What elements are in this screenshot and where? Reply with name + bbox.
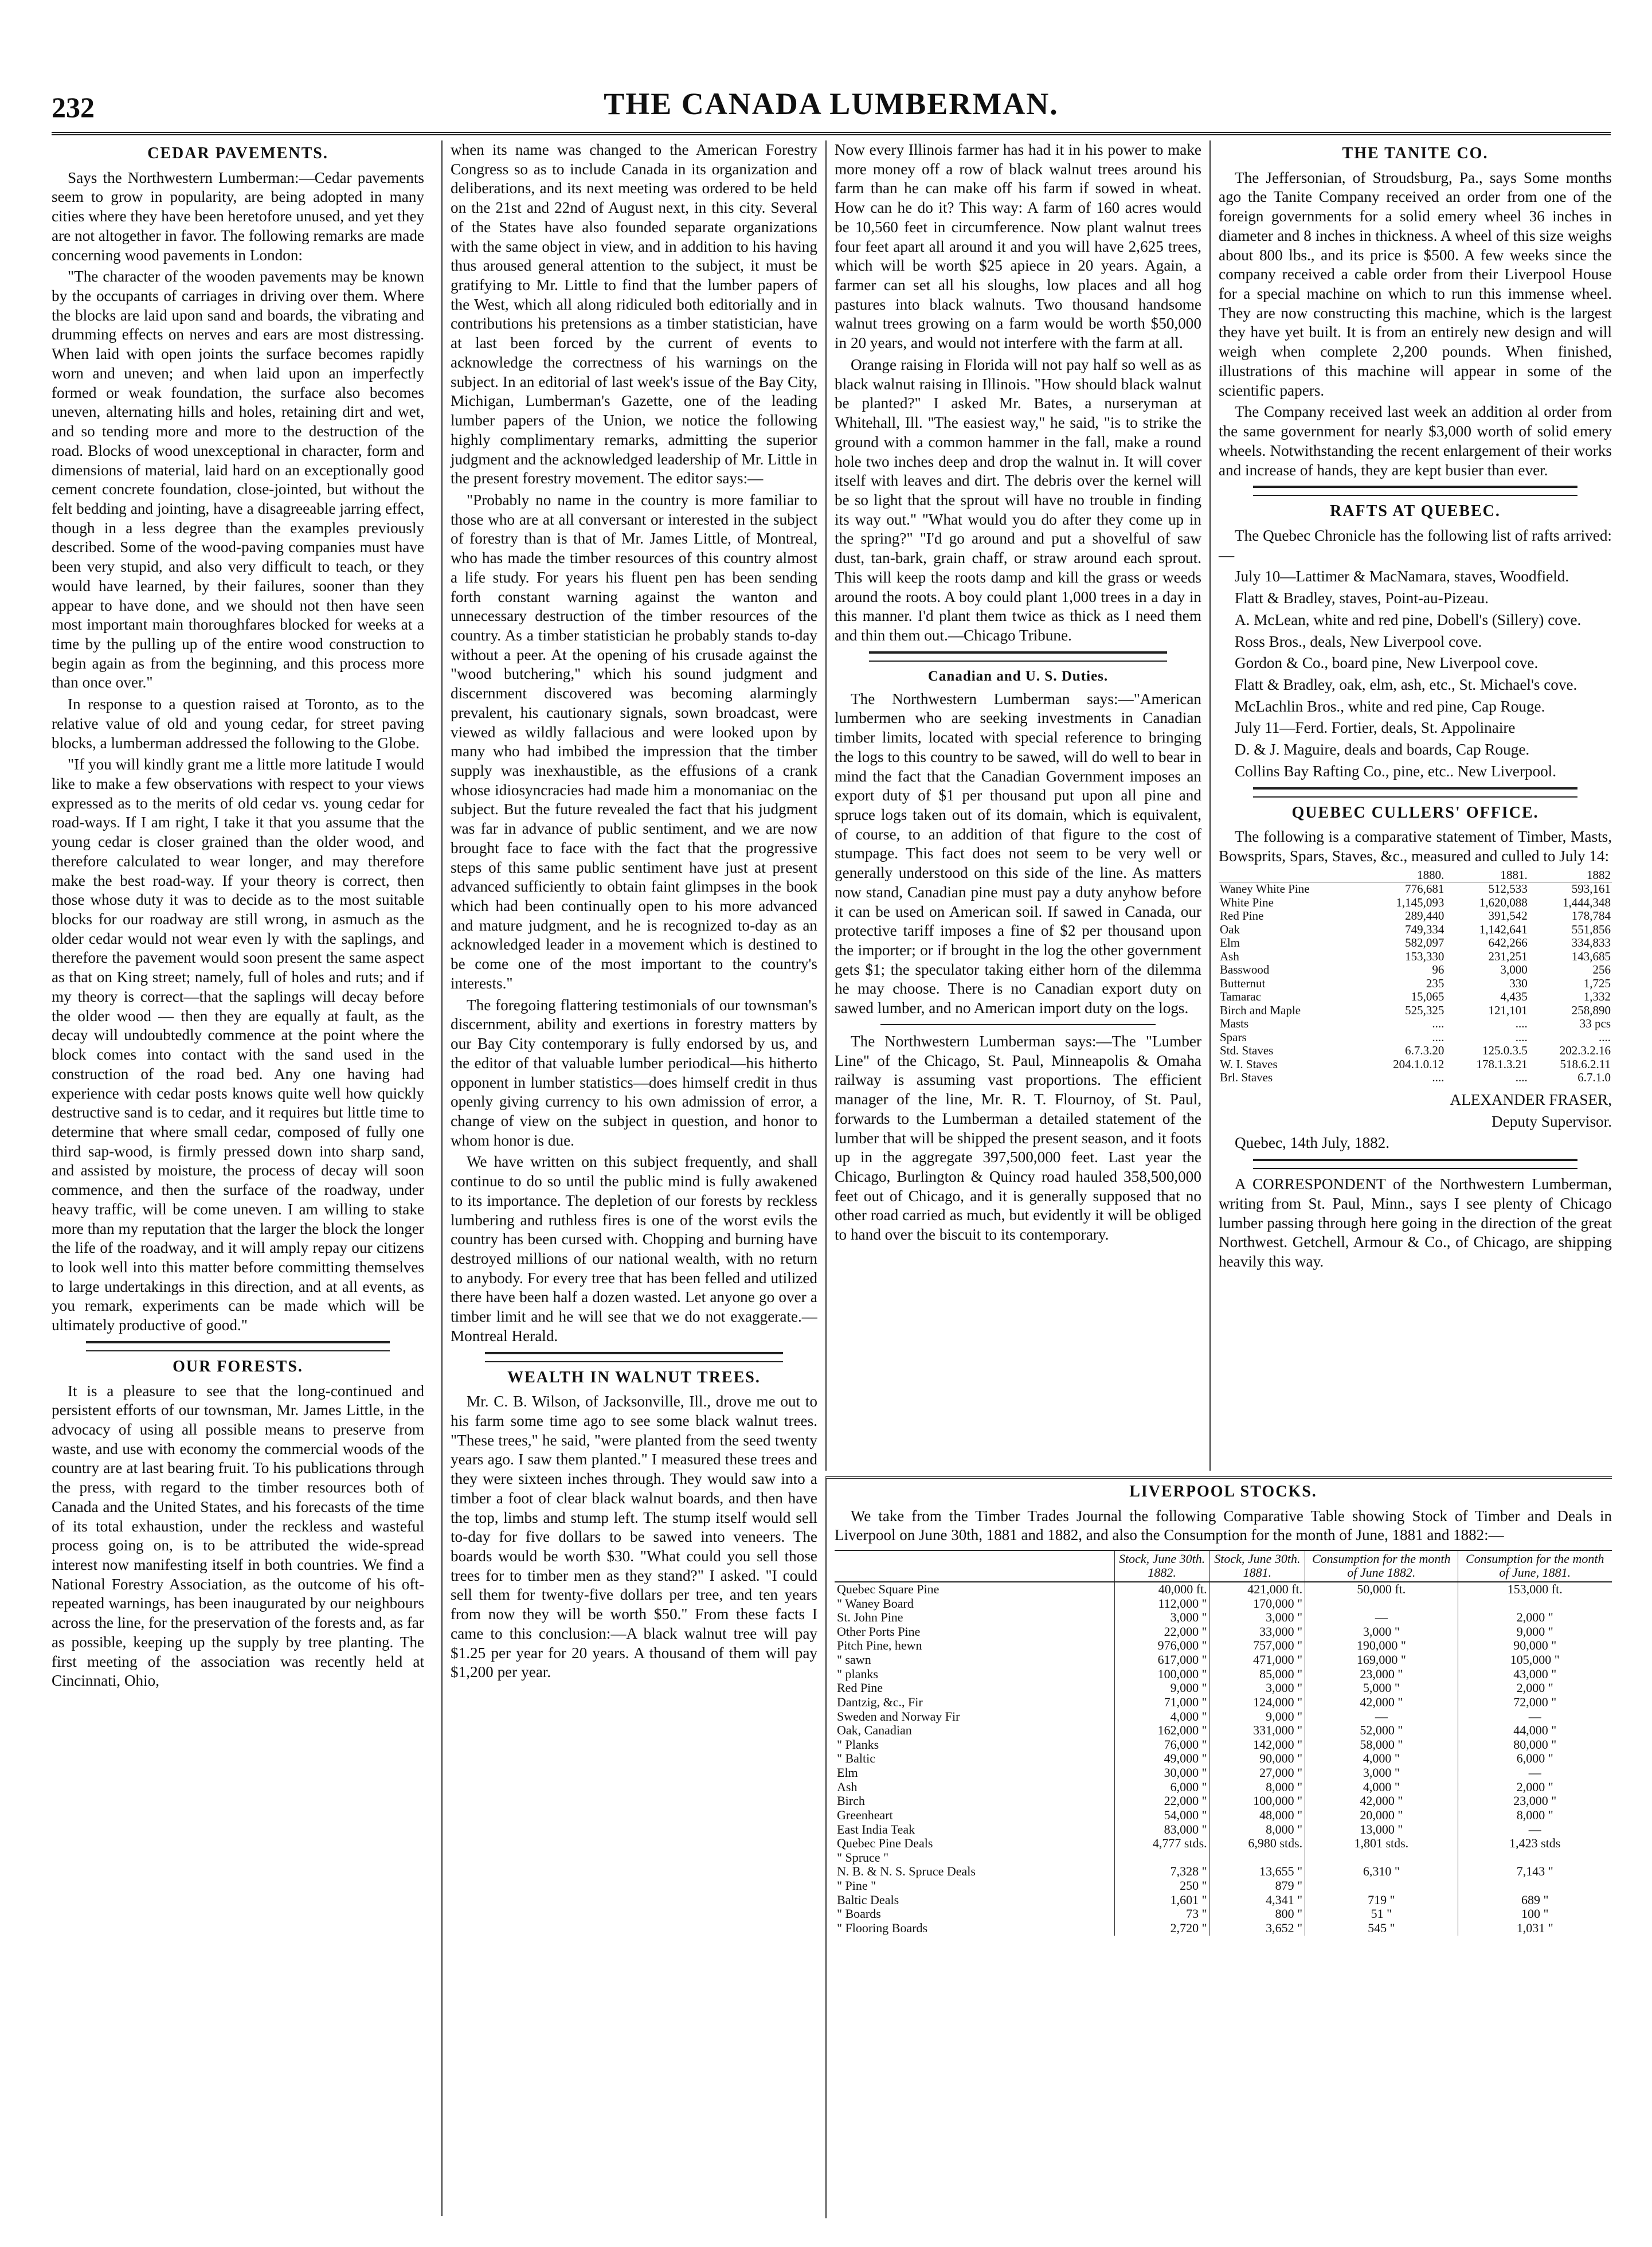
- row-label: " Baltic: [837, 1751, 876, 1766]
- cell-value: 54,000 ": [1114, 1808, 1209, 1823]
- cell-value: 6,980 stds.: [1209, 1836, 1305, 1851]
- cell-value: 2,000 ": [1458, 1681, 1612, 1695]
- page-title: THE CANADA LUMBERMAN.: [604, 87, 1059, 121]
- forests-para: We have written on this subject frequently, and shall continue to do so until the public mind is fully awakened to its importance. The depletion of our forests by reckless lumbering and ruthless fires is one of the worst evils the country has been cursed with. Chopping and burning have destroyed millions of our national wealth, with no return to anybody. For every tree that has been felled and utilized there have been half a dozen wasted. Let anyone go over a timber limit and he will see that we do not exaggerate.—Montreal Herald.: [451, 1153, 817, 1345]
- cell-value: 8,000 ": [1209, 1780, 1305, 1795]
- cell-value: —: [1305, 1710, 1458, 1724]
- section-divider: [1253, 486, 1577, 496]
- cell-value: 4,000 ": [1305, 1752, 1458, 1766]
- raft-entry: Flatt & Bradley, oak, elm, ash, etc., St. Michael's cove.: [1235, 675, 1577, 693]
- cell-value: 125.0.3.5: [1482, 1044, 1528, 1058]
- cell-value: ....: [1599, 1030, 1611, 1044]
- cell-value: 719 ": [1305, 1893, 1458, 1908]
- table-row: [835, 1879, 1612, 1893]
- cell-value: 202.3.2.16: [1559, 1044, 1611, 1058]
- walnut-para: Mr. C. B. Wilson, of Jacksonville, Ill., drove me out to his farm some time ago to see some black walnut trees. "These trees," he said, "were planted from the seed twenty years ago. I saw them planted." I measured these trees and they were sixteen inches through. They would saw into a timber a foot of clear black walnut boards, and then have the top, limbs and stump left. The stump itself would sell to-day for five dollars to be sawed into veneers. The boards would be worth $30. "What could you sell those trees for to timber men as they stand?" I asked. "I could sell them for twenty-five dollars per tree, and ten years from now they will be worth $50." From these facts I came to this conclusion:—A black walnut tree will pay $1.25 per year for 20 years. A thousand of them will pay $1,200 per year.: [451, 1393, 817, 1681]
- cell-value: 13,000 ": [1305, 1823, 1458, 1837]
- row-label: Birch: [837, 1793, 865, 1808]
- column-3: [825, 140, 1201, 1471]
- row-label: White Pine: [1220, 895, 1274, 909]
- cell-value: 1,444,348: [1563, 895, 1611, 909]
- cell-value: 190,000 ": [1305, 1639, 1458, 1653]
- cell-value: 749,334: [1405, 922, 1444, 936]
- rafts-intro: The Quebec Chronicle has the following list of rafts arrived:—: [1219, 526, 1612, 564]
- cell-value: 518.6.2.11: [1560, 1057, 1611, 1071]
- cell-value: 525,325: [1405, 1003, 1444, 1017]
- cell-value: 204.1.0.12: [1393, 1057, 1444, 1071]
- cell-value: 642,266: [1488, 936, 1528, 950]
- cell-value: 6,000 ": [1458, 1752, 1612, 1766]
- row-label: N. B. & N. S. Spruce Deals: [837, 1864, 976, 1879]
- tanite-title: THE TANITE CO.: [1342, 144, 1489, 162]
- cell-value: 85,000 ": [1209, 1667, 1305, 1682]
- row-label: " Planks: [837, 1737, 879, 1752]
- cell-value: 256: [1592, 963, 1611, 977]
- row-label: Spars: [1220, 1030, 1247, 1044]
- cell-value: 391,542: [1488, 909, 1528, 923]
- cell-value: 4,341 ": [1209, 1893, 1305, 1908]
- liverpool-title: LIVERPOOL STOCKS.: [1129, 1483, 1317, 1500]
- table-row: [1219, 1031, 1612, 1045]
- row-label: " Waney Board: [837, 1596, 914, 1611]
- row-label: Baltic Deals: [837, 1892, 899, 1907]
- walnut-para: Now every Illinois farmer has had it in his power to make more money off a row of black walnut trees around his farm than he can make off his farm if sowed in wheat. How can he do it? This way: A farm of 160 acres would be 10,560 feet in circumference. Now plant walnut trees four feet apart all around it and you will have 2,625 trees, which will be worth $25 apiece in 20 years. Again, a farmer can set all his sloughs, low places and all hog pastures into black walnuts. Two thousand handsome walnut trees growing on a farm would be worth $50,000 in 20 years, and would not interfere with the farm at all.: [835, 141, 1201, 352]
- cell-value: ....: [1432, 1030, 1444, 1044]
- table-row: [835, 1639, 1612, 1653]
- section-divider: [880, 1024, 1156, 1026]
- cell-value: [1114, 1851, 1209, 1865]
- row-label: Ash: [1220, 949, 1239, 963]
- cell-value: 100 ": [1458, 1907, 1612, 1921]
- cell-value: 33,000 ": [1209, 1625, 1305, 1639]
- cell-value: 330: [1509, 976, 1528, 990]
- cell-value: 331,000 ": [1209, 1724, 1305, 1738]
- table-row: [1219, 1058, 1612, 1072]
- table-row: [835, 1766, 1612, 1780]
- table-row: [835, 1625, 1612, 1639]
- section-divider: [485, 1352, 783, 1362]
- cell-value: 334,833: [1571, 936, 1611, 950]
- table-row: [1219, 977, 1612, 991]
- cell-value: [1209, 1851, 1305, 1865]
- cell-value: 1,620,088: [1479, 895, 1528, 909]
- table-row: [1219, 923, 1612, 937]
- cell-value: 1,031 ": [1458, 1921, 1612, 1936]
- cell-value: 2,000 ": [1458, 1611, 1612, 1625]
- table-row: [835, 1738, 1612, 1752]
- cell-value: 5,000 ": [1305, 1681, 1458, 1695]
- forests-para: when its name was changed to the American Forestry Congress so as to include Canada in its organization and deliberations, and its next meeting was ordered to be held on the 21st and 22nd of August next, in this city. Several of the States have also founded separate organizations with the same object in view, and in addition to his having thus aroused general attention to the subject, it must be gratifying to Mr. Little to find that the lumber papers of the West, which all along ridiculed both editorially and in contributions his pretensions as a timber statistician, have at last been forced by the current of events to acknowledge the correctness of his warnings on the subject. In an editorial of last week's issue of the Bay City, Michigan, Lumberman's Gazette, one of the leading lumber papers of the Union, we notice the following highly complimentary remarks, admitting the superior judgment and the acknowledged leadership of Mr. Little in the present forestry movement. The editor says:—: [451, 141, 817, 487]
- forests-title: OUR FORESTS.: [173, 1357, 303, 1375]
- cell-value: 421,000 ft.: [1209, 1582, 1305, 1597]
- year-header: 1880.: [1362, 869, 1445, 882]
- row-label: St. John Pine: [837, 1610, 903, 1625]
- row-label: Red Pine: [1220, 909, 1264, 923]
- table-row: [835, 1752, 1612, 1766]
- year-header: 1882: [1529, 869, 1612, 882]
- cell-value: [1305, 1597, 1458, 1611]
- row-label: " Flooring Boards: [837, 1920, 928, 1935]
- cell-value: 50,000 ft.: [1305, 1582, 1458, 1597]
- table-row: [1219, 1004, 1612, 1018]
- lumberline-para: The Northwestern Lumberman says:—The "Lumber Line" of the Chicago, St. Paul, Minneapolis & Omaha railway is assuming vast proportions. The efficient manager of the line, Mr. R. T. Flournoy, of St. Paul, forwards to the Lumberman a detailed statement of the lumber that will be shipped the present season, and it foots up in the aggregate 397,500,000 feet. Last year the Chicago, Burlington & Quincy road hauled 358,500,000 feet out of Chicago, and it is generally supposed that no other road carried as much, but evidently it will be obliged to hand over the biscuit to its contemporary.: [835, 1032, 1201, 1244]
- row-label: Basswood: [1220, 963, 1270, 977]
- cell-value: 33 pcs: [1579, 1017, 1611, 1031]
- column-header: Stock, June 30th. 1882.: [1114, 1550, 1209, 1582]
- cell-value: 23,000 ": [1305, 1667, 1458, 1682]
- table-row: [835, 1836, 1612, 1851]
- cullers-table-body: [1219, 882, 1612, 1085]
- cell-value: —: [1305, 1611, 1458, 1625]
- cell-value: 976,000 ": [1114, 1639, 1209, 1653]
- raft-entry: McLachlin Bros., white and red pine, Cap Rouge.: [1235, 697, 1545, 715]
- table-row: [835, 1780, 1612, 1795]
- cell-value: 879 ": [1209, 1879, 1305, 1893]
- cell-value: 121,101: [1488, 1003, 1528, 1017]
- row-label: Masts: [1220, 1017, 1249, 1031]
- raft-entry: Gordon & Co., board pine, New Liverpool cove.: [1235, 654, 1539, 672]
- cell-value: 689 ": [1458, 1893, 1612, 1908]
- table-row: [835, 1611, 1612, 1625]
- duties-title: Canadian and U. S. Duties.: [927, 668, 1109, 684]
- raft-entry: Collins Bay Rafting Co., pine, etc.. New Liverpool.: [1235, 762, 1557, 780]
- table-header-row: [1219, 869, 1612, 882]
- cell-value: ....: [1432, 1017, 1444, 1031]
- cell-value: 9,000 ": [1458, 1625, 1612, 1639]
- cell-value: 124,000 ": [1209, 1695, 1305, 1710]
- cell-value: 22,000 ": [1114, 1794, 1209, 1808]
- liverpool-intro: We take from the Timber Trades Journal the following Comparative Table showing Stock of Timber and Deals in Liverpool on June 30th, 1881 and 1882, and also the Consumption for the month of June, 1881 and 1882:—: [835, 1507, 1612, 1544]
- cullers-intro: The following is a comparative statement of Timber, Masts, Bowsprits, Spars, Staves, &c., measured and culled to July 14:: [1219, 828, 1612, 865]
- table-row: [835, 1907, 1612, 1921]
- cell-value: 258,890: [1571, 1003, 1611, 1017]
- row-label: " Boards: [837, 1906, 881, 1921]
- cell-value: 776,681: [1405, 882, 1444, 896]
- cell-value: 9,000 ": [1114, 1681, 1209, 1695]
- cell-value: 30,000 ": [1114, 1766, 1209, 1780]
- cell-value: 90,000 ": [1458, 1639, 1612, 1653]
- cell-value: 471,000 ": [1209, 1653, 1305, 1667]
- cell-value: 49,000 ": [1114, 1752, 1209, 1766]
- cell-value: 1,423 stds: [1458, 1836, 1612, 1851]
- cell-value: 800 ": [1209, 1907, 1305, 1921]
- table-row: [1219, 1071, 1612, 1085]
- column-2: [441, 140, 817, 2216]
- cell-value: 512,533: [1488, 882, 1528, 896]
- liverpool-table-body: [835, 1582, 1612, 1936]
- cell-value: 13,655 ": [1209, 1865, 1305, 1879]
- row-label: Tamarac: [1220, 990, 1261, 1004]
- cell-value: 71,000 ": [1114, 1695, 1209, 1710]
- cell-value: 48,000 ": [1209, 1808, 1305, 1823]
- section-divider: [86, 1341, 390, 1351]
- cell-value: 3,000: [1500, 963, 1528, 977]
- table-row: [835, 1794, 1612, 1808]
- row-label: Waney White Pine: [1220, 882, 1310, 896]
- cedar-title: CEDAR PAVEMENTS.: [147, 144, 328, 162]
- cell-value: 4,777 stds.: [1114, 1836, 1209, 1851]
- column-header: [835, 1550, 1114, 1582]
- cell-value: [1458, 1879, 1612, 1893]
- raft-entry: A. McLean, white and red pine, Dobell's (Sillery) cove.: [1235, 611, 1581, 628]
- table-row: [835, 1851, 1612, 1865]
- table-row: [835, 1724, 1612, 1738]
- row-label: Dantzig, &c., Fir: [837, 1694, 923, 1709]
- cell-value: 23,000 ": [1458, 1794, 1612, 1808]
- signature: ALEXANDER FRASER,: [1450, 1091, 1612, 1108]
- correspondent-para: A CORRESPONDENT of the Northwestern Lumberman, writing from St. Paul, Minn., says I see plenty of Chicago lumber passing through here going in the direction of the great Northwest. Getchell, Armour & Co., of Chicago, are shipping heavily this way.: [1219, 1175, 1612, 1270]
- cell-value: 51 ": [1305, 1907, 1458, 1921]
- table-row: [1219, 896, 1612, 910]
- row-label: Pitch Pine, hewn: [837, 1638, 922, 1653]
- cell-value: 757,000 ": [1209, 1639, 1305, 1653]
- row-label: Ash: [837, 1779, 858, 1794]
- cedar-para: "If you will kindly grant me a little more latitude I would like to make a few observations with respect to your views expressed as to the merits of old cedar vs. young cedar for road-ways. If I am right, I take it that you assume that the young cedar is closer grained than the older wood, and therefore calculated to wear longer, and may therefore make the best road-way. If your theory is correct, then those whose duty it was to decide as to the most suitable blocks for our roadway are still wrong, in asmuch as the older cedar would not wear even ly with the saplings, and therefore the pavement would soon present the same aspect as that on King street; namely, full of holes and ruts; and if my theory is correct—that the saplings will decay before the older wood — then they are equally at fault, as the decay will undoubtedly commence at the point where the block comes into contact with the sand used in the construction of the road bed. Any one having had experience with cedar posts knows quite well how quickly destructive sand is to cedar, and it requires but little time to determine that where small cedar, composed of fully one third sap-wood, is firmly pressed down into sharp sand, and assisted by moisture, the process of decay will soon commence, and then the surface of the roadway, under heavy traffic, will be come uneven. I am willing to stake more than my reputation that the larger the block the longer the life of the roadway, and it will amply repay our citizens to look well into this matter before committing themselves to large undertakings in this direction, and at all events, as you remark, experiments can be made which will be ultimately productive of good.": [52, 756, 424, 1334]
- cell-value: 58,000 ": [1305, 1738, 1458, 1752]
- cell-value: 6.7.3.20: [1405, 1044, 1444, 1058]
- table-row: [1219, 990, 1612, 1004]
- table-row: [835, 1582, 1612, 1597]
- duties-para: The Northwestern Lumberman says:—"American lumbermen who are seeking investments in Canadian timber limits, located with special reference to bringing the logs to this country to be sawed, will do well to bear in mind the fact that the Canadian Government imposes an export duty of $1 per thousand put upon all pine and spruce logs taken out of its domain, which is equivalent, of course, to an addition of that figure to the cost of stumpage. This fact does not seem to be very well or generally understood on this side of the line. As matters now stand, Canadian pine must pay a duty anyhow before it can be used on American soil. If sawed in Canada, our protective tariff imposes a fine of $2 per thousand upon the importer; or if brought in the log the other government gets $1; the speculator taking either horn of the dilemma he may choose. There is no Canadian export duty on sawed lumber, and no American import duty on the logs.: [835, 690, 1201, 1017]
- table-row: [835, 1823, 1612, 1837]
- cell-value: 3,000 ": [1209, 1681, 1305, 1695]
- row-label: " Spruce ": [837, 1850, 889, 1865]
- cell-value: 231,251: [1488, 949, 1528, 963]
- masthead: [52, 86, 1611, 135]
- cell-value: 42,000 ": [1305, 1695, 1458, 1710]
- cell-value: 4,000 ": [1114, 1710, 1209, 1724]
- cell-value: 42,000 ": [1305, 1794, 1458, 1808]
- table-row: [835, 1921, 1612, 1936]
- row-label: Elm: [1220, 936, 1240, 950]
- cell-value: 153,330: [1405, 949, 1444, 963]
- row-label: Quebec Square Pine: [837, 1581, 939, 1596]
- cell-value: 7,143 ": [1458, 1865, 1612, 1879]
- cell-value: 178.1.3.21: [1476, 1057, 1528, 1071]
- column-1: [52, 140, 424, 2216]
- cell-value: 9,000 ": [1209, 1710, 1305, 1724]
- cell-value: 83,000 ": [1114, 1823, 1209, 1837]
- table-header-row: [835, 1550, 1612, 1582]
- cell-value: 545 ": [1305, 1921, 1458, 1936]
- walnut-title: WEALTH IN WALNUT TREES.: [507, 1368, 761, 1386]
- table-row: [835, 1710, 1612, 1724]
- row-label: W. I. Staves: [1220, 1057, 1278, 1071]
- cell-value: 3,000 ": [1209, 1611, 1305, 1625]
- cell-value: 52,000 ": [1305, 1724, 1458, 1738]
- cell-value: [1305, 1879, 1458, 1893]
- row-label: Oak, Canadian: [837, 1723, 912, 1738]
- cell-value: ....: [1515, 1017, 1528, 1031]
- raft-entry: D. & J. Maguire, deals and boards, Cap Rouge.: [1235, 741, 1530, 759]
- cell-value: 162,000 ": [1114, 1724, 1209, 1738]
- cell-value: 3,000 ": [1114, 1611, 1209, 1625]
- cell-value: 289,440: [1405, 909, 1444, 923]
- cell-value: 2,720 ": [1114, 1921, 1209, 1936]
- signature-title: Deputy Supervisor.: [1492, 1112, 1612, 1130]
- cell-value: 112,000 ": [1114, 1597, 1209, 1611]
- table-row: [835, 1865, 1612, 1879]
- cell-value: ....: [1515, 1070, 1528, 1085]
- row-label: Elm: [837, 1765, 858, 1780]
- dateline: Quebec, 14th July, 1882.: [1235, 1134, 1390, 1152]
- cell-value: 143,685: [1571, 949, 1611, 963]
- cell-value: 6,000 ": [1114, 1780, 1209, 1795]
- cell-value: 582,097: [1405, 936, 1444, 950]
- table-row: [835, 1681, 1612, 1695]
- column-header: Consumption for the month of June, 1881.: [1458, 1550, 1612, 1582]
- cell-value: 250 ": [1114, 1879, 1209, 1893]
- cell-value: 73 ": [1114, 1907, 1209, 1921]
- forests-para: It is a pleasure to see that the long-continued and persistent efforts of our townsman, Mr. James Little, in the advocacy of using all possible means to preserve from waste, and use with economy the commercial woods of the country are at last bearing fruit. To his publications through the press, with regard to the timber resources both of Canada and the United States, and his forecasts of the time of its total exhaustion, under the reckless and wasteful process going on, is to be attributed the wide-spread interest now manifesting itself in both countries. We find a National Forestry Association, as the outcome of his oft-repeated warnings, has been inaugurated by our neighbours across the line, for the preservation of the forests and, as far as possible, keeping up the supply by tree planting. The first meeting of the association was recently held at Cincinnati, Ohio,: [52, 1382, 424, 1690]
- cell-value: 105,000 ": [1458, 1653, 1612, 1667]
- table-row: [1219, 1044, 1612, 1058]
- row-label: Birch and Maple: [1220, 1003, 1301, 1017]
- page-number: 232: [52, 91, 95, 123]
- row-label: Butternut: [1220, 976, 1266, 990]
- table-row: [1219, 963, 1612, 977]
- table-row: [835, 1653, 1612, 1667]
- table-row: [835, 1667, 1612, 1682]
- year-header: 1881.: [1445, 869, 1528, 882]
- cell-value: 1,601 ": [1114, 1893, 1209, 1908]
- cell-value: 1,725: [1583, 976, 1611, 990]
- cell-value: 153,000 ft.: [1458, 1582, 1612, 1597]
- table-row: [1219, 882, 1612, 896]
- cell-value: 3,652 ": [1209, 1921, 1305, 1936]
- cell-value: 7,328 ": [1114, 1865, 1209, 1879]
- cell-value: —: [1458, 1766, 1612, 1780]
- row-label: Oak: [1220, 922, 1240, 936]
- cell-value: 2,000 ": [1458, 1780, 1612, 1795]
- row-label: " sawn: [837, 1652, 871, 1667]
- cullers-table: [1219, 869, 1612, 1085]
- row-label: Other Ports Pine: [837, 1624, 921, 1639]
- table-row: [1219, 1017, 1612, 1031]
- cell-value: 96: [1432, 963, 1444, 977]
- section-divider: [869, 651, 1167, 662]
- raft-entry: Flatt & Bradley, staves, Point-au-Pizeau.: [1235, 589, 1489, 607]
- table-row: [835, 1695, 1612, 1710]
- raft-entry: July 11—Ferd. Fortier, deals, St. Appolinaire: [1235, 719, 1516, 737]
- tanite-para: The Company received last week an addition al order from the same government for nearly $3,000 worth of solid emery wheels. Notwithstanding the recent enlargement of their works and increase of hands, they are kept busier than ever.: [1219, 403, 1612, 479]
- table-row: [1219, 950, 1612, 964]
- cell-value: 617,000 ": [1114, 1653, 1209, 1667]
- cell-value: 76,000 ": [1114, 1738, 1209, 1752]
- cell-value: 100,000 ": [1209, 1794, 1305, 1808]
- row-label: Greenheart: [837, 1807, 893, 1822]
- row-label: East India Teak: [837, 1822, 915, 1836]
- cell-value: 8,000 ": [1209, 1823, 1305, 1837]
- cell-value: 6.7.1.0: [1577, 1070, 1611, 1085]
- table-row: [1219, 936, 1612, 950]
- cell-value: 90,000 ": [1209, 1752, 1305, 1766]
- tanite-para: The Jeffersonian, of Stroudsburg, Pa., says Some months ago the Tanite Company received an order from one of the foreign governments for a solid emery wheel 36 inches in diameter and 8 inches in thickness. A wheel of this size weighs about 800 lbs., and its price is $500. A few weeks since the company received a cable order from their Liverpool House for a special machine on which to run this immense wheel. They are now constructing this machine, which is the largest they have yet built. It is from an entirely new design and will weigh when complete 2,200 pounds. When finished, illustrations of this machine will appear in some of the scientific papers.: [1219, 169, 1612, 399]
- liverpool-section: [825, 1476, 1612, 2218]
- cell-value: 100,000 ": [1114, 1667, 1209, 1682]
- table-row: [835, 1597, 1612, 1611]
- cell-value: [1305, 1851, 1458, 1865]
- cell-value: 3,000 ": [1305, 1766, 1458, 1780]
- cell-value: 3,000 ": [1305, 1625, 1458, 1639]
- row-label: Red Pine: [837, 1681, 883, 1695]
- cedar-para: "The character of the wooden pavements may be known by the occupants of carriages in driving over them. Where the blocks are laid upon sand and boards, the vibrating and drumming effects on nerves and ears are most distressing. When laid with open joints the surface becomes rapidly worn and uneven; and when laid upon an imperfectly formed or weak foundation, the surface also becomes uneven, alternating hills and holes, retaining dirt and wet, and so tending more and more to the destruction of the road. Blocks of wood unexceptional in character, form and dimensions of material, laid hard on an exceptionally good cement concrete foundation, close-jointed, but without the felt bedding and jointing, have a disagreeable jarring effect, though in a less degree than the examples previously described. Some of the wood-paving companies must have been very stupid, and also very difficult to teach, or they would have learned, by their failures, sooner than they appear to have done, and we should not then have seen most important main thoroughfares blocked for weeks at a time by the pulling up of the entire wood construction to begin again as from the beginning, and this process more than once over.": [52, 268, 424, 691]
- row-label: " planks: [837, 1666, 878, 1681]
- cell-value: 40,000 ft.: [1114, 1582, 1209, 1597]
- cell-value: 1,332: [1583, 990, 1611, 1004]
- cell-value: [1458, 1851, 1612, 1865]
- forests-para: "Probably no name in the country is more familiar to those who are at all conversant or interested in the subject of forestry than is that of Mr. James Little, of Montreal, who has made the timber resources of this country almost a life study. For years his fluent pen has been sending forth constant warning against the wanton and unnecessary destruction of the timber resources of the country. As a timber statistician he probably stands to-day without a peer. At the opening of his crusade against the "wood butchering," which his sound judgment and discernment discovered was becoming alarmingly prevalent, his cautionary signals, sown broadcast, were viewed as wildly fallacious and were looked upon by many who had imbibed the impression that the timber supply was inexhaustible, as the effusions of a crank whose idiosyncracies had made him a monomaniac on the subject. But the future revealed the fact that his judgment was far in advance of public sentiment, and we are now brought face to face with the fact that the progressive steps of this same public sentiment have just at present advanced sufficiently to obtain faint glimpses in the book which had been continually open to his more advanced and mature judgment, and he is recognized to-day as an acknowledged leader in a movement which is destined to be come one of the most important to the country's interests.": [451, 491, 817, 992]
- cell-value: ....: [1432, 1070, 1444, 1085]
- cell-value: [1458, 1597, 1612, 1611]
- cell-value: 235: [1426, 976, 1444, 990]
- cell-value: 1,145,093: [1396, 895, 1444, 909]
- row-label: Sweden and Norway Fir: [837, 1709, 960, 1724]
- cell-value: 170,000 ": [1209, 1597, 1305, 1611]
- cell-value: 142,000 ": [1209, 1738, 1305, 1752]
- cell-value: 6,310 ": [1305, 1865, 1458, 1879]
- cell-value: 1,801 stds.: [1305, 1836, 1458, 1851]
- cell-value: 8,000 ": [1458, 1808, 1612, 1823]
- forests-para: The foregoing flattering testimonials of our townsman's discernment, ability and exertions in forestry matters by our Bay City contemporary is fully endorsed by us, and the editor of that valuable lumber periodical—his hitherto opponent in lumber statistics—does himself credit in thus openly giving currency to his own admission of error, a change of view on the subject in question, and honor to whom honor is due.: [451, 996, 817, 1149]
- cell-value: 4,000 ": [1305, 1780, 1458, 1795]
- table-row: [835, 1893, 1612, 1908]
- cell-value: —: [1458, 1710, 1612, 1724]
- raft-entry: Ross Bros., deals, New Liverpool cove.: [1235, 632, 1482, 650]
- rafts-title: RAFTS AT QUEBEC.: [1330, 502, 1501, 521]
- cell-value: 4,435: [1500, 990, 1528, 1004]
- cell-value: 72,000 ": [1458, 1695, 1612, 1710]
- cell-value: —: [1458, 1823, 1612, 1837]
- column-header: Stock, June 30th. 1881.: [1209, 1550, 1305, 1582]
- cell-value: 178,784: [1571, 909, 1611, 923]
- column-header: Consumption for the month of June 1882.: [1305, 1550, 1458, 1582]
- cell-value: 80,000 ": [1458, 1738, 1612, 1752]
- table-row: [835, 1808, 1612, 1823]
- section-divider: [1253, 787, 1577, 798]
- row-label: " Pine ": [837, 1878, 876, 1893]
- cell-value: ....: [1515, 1030, 1528, 1044]
- cell-value: 22,000 ": [1114, 1625, 1209, 1639]
- cell-value: 15,065: [1411, 990, 1444, 1004]
- row-label: Std. Staves: [1220, 1044, 1274, 1058]
- cedar-para: In response to a question raised at Toronto, as to the relative value of old and young cedar, for street paving blocks, a lumberman addressed the following to the Globe.: [52, 695, 424, 752]
- cell-value: 20,000 ": [1305, 1808, 1458, 1823]
- cell-value: 43,000 ": [1458, 1667, 1612, 1682]
- cell-value: 1,142,641: [1479, 922, 1528, 936]
- walnut-para: Orange raising in Florida will not pay half so well as as black walnut raising in Illinois. "How should black walnut be planted?" I asked Mr. Bates, a nurseryman at Whitehall, Ill. "The easiest way," he said, "is to strike the ground with a common hammer in the fall, make a round hole two inches deep and drop the walnut in. It will cover itself with leaves and dirt. The debris over the kernel will be so light that the sprout will have no trouble in finding its way out." "What would you do after they come up in the spring?" "I'd go around and put a shovelful of saw dust, tan-bark, grain chaff, or straw around each sprout. This will keep the roots damp and kill the grass or weeds around the roots. A boy could plant 1,000 trees in a day in this manner. I'd plant them twice as thick as I need them and thin them out.—Chicago Tribune.: [835, 355, 1201, 644]
- cedar-para: Says the Northwestern Lumberman:—Cedar pavements seem to grow in popularity, are being adopted in many cities where they have been heretofore unused, and yet they are not altogether in favor. The following remarks are made concerning wood pavements in London:: [52, 169, 424, 264]
- cell-value: 44,000 ": [1458, 1724, 1612, 1738]
- cell-value: 593,161: [1571, 882, 1611, 896]
- column-4: [1209, 140, 1612, 1471]
- liverpool-table: [835, 1550, 1612, 1936]
- row-label: Brl. Staves: [1220, 1070, 1273, 1085]
- table-row: [1219, 909, 1612, 923]
- raft-entry: July 10—Lattimer & MacNamara, staves, Woodfield.: [1235, 568, 1569, 585]
- row-label: Quebec Pine Deals: [837, 1836, 933, 1851]
- cell-value: 551,856: [1571, 922, 1611, 936]
- cell-value: 169,000 ": [1305, 1653, 1458, 1667]
- cell-value: 27,000 ": [1209, 1766, 1305, 1780]
- cullers-title: QUEBEC CULLERS' OFFICE.: [1291, 803, 1539, 822]
- section-divider: [1253, 1159, 1577, 1169]
